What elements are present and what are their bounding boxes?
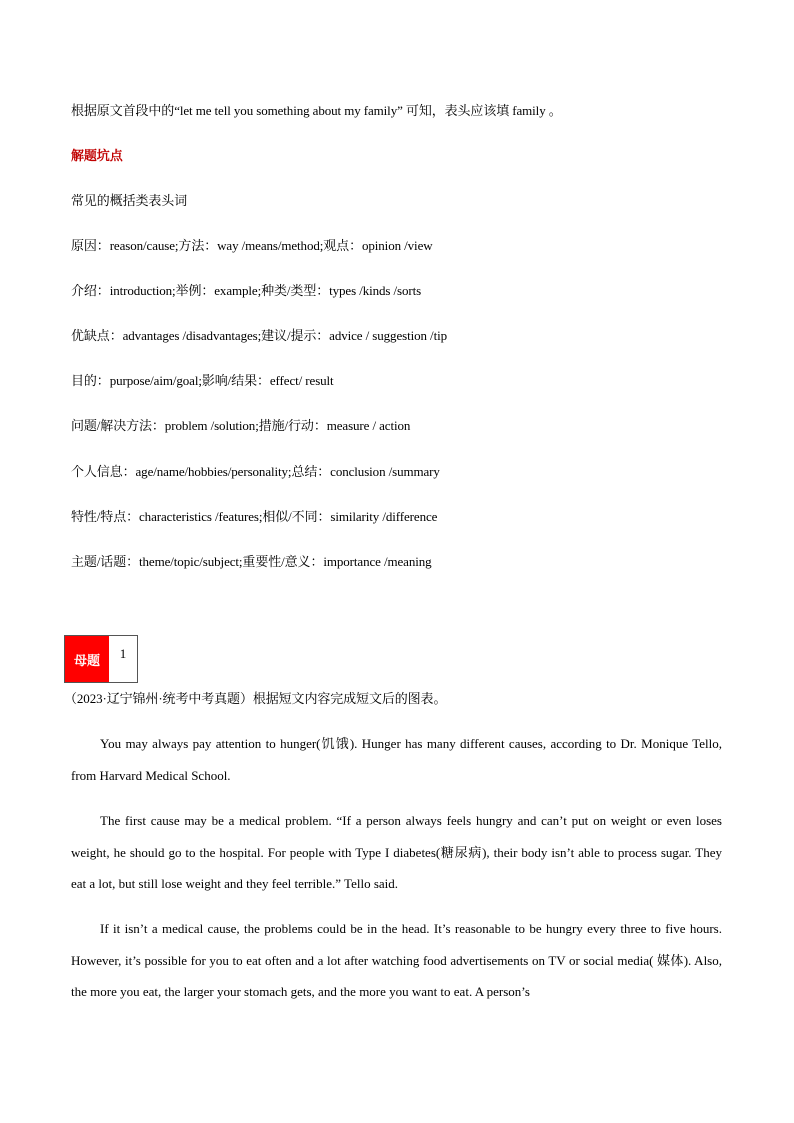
vocab-line: 目的：purpose/aim/goal;影响/结果：effect/ result xyxy=(71,373,334,388)
tag-number: 1 xyxy=(119,646,127,661)
paragraph-text: The first cause may be a medical problem. “If a person always feels hungry and can’t put on weight or even loses weight, he should go to the hospital. For people with Type I diabetes(糖尿病), their body isn’t able to process sugar. They eat a lot, but still lose weight and they feel terrible.” Tello said. xyxy=(71,813,722,891)
tag-label: 母题 xyxy=(65,636,109,682)
passage-paragraph xyxy=(71,805,722,900)
vocab-line: 个人信息：age/name/hobbies/personality;总结：conclusion /summary xyxy=(71,464,440,479)
paragraph-text: You may always pay attention to hunger(饥饿). Hunger has many different causes, according to Dr. Monique Tello, from Harvard Medical School. xyxy=(71,736,722,783)
paragraph-text: If it isn’t a medical cause, the problems could be in the head. It’s reasonable to be hungry every three to five hours. However, it’s possible for you to eat often and a lot after watching food advertisements on TV or social media( 媒体). Also, the more you eat, the larger your stomach gets, and the more you want to eat. A person’s xyxy=(71,921,722,999)
tips-subheading: 常见的概括类表头词 xyxy=(71,193,188,208)
question-source: （2023·辽宁锦州·统考中考真题）根据短文内容完成短文后的图表。 xyxy=(64,691,447,706)
tips-heading: 解题坑点 xyxy=(71,148,123,163)
vocab-line: 主题/话题：theme/topic/subject;重要性/意义：importance /meaning xyxy=(71,554,432,569)
passage-paragraph xyxy=(71,913,722,1008)
vocab-line: 优缺点：advantages /disadvantages;建议/提示：advice / suggestion /tip xyxy=(71,328,447,343)
vocab-line: 特性/特点：characteristics /features;相似/不同：similarity /difference xyxy=(71,509,438,524)
vocab-line: 原因：reason/cause;方法：way /means/method;观点：opinion /view xyxy=(71,238,433,253)
intro-line: 根据原文首段中的“let me tell you something about my family” 可知，表头应该填 family 。 xyxy=(71,103,562,118)
vocab-line: 问题/解决方法：problem /solution;措施/行动：measure / action xyxy=(71,418,411,433)
vocab-line: 介绍：introduction;举例：example;种类/类型：types /kinds /sorts xyxy=(71,283,422,298)
passage-paragraph xyxy=(71,728,722,791)
question-tag xyxy=(64,635,138,683)
